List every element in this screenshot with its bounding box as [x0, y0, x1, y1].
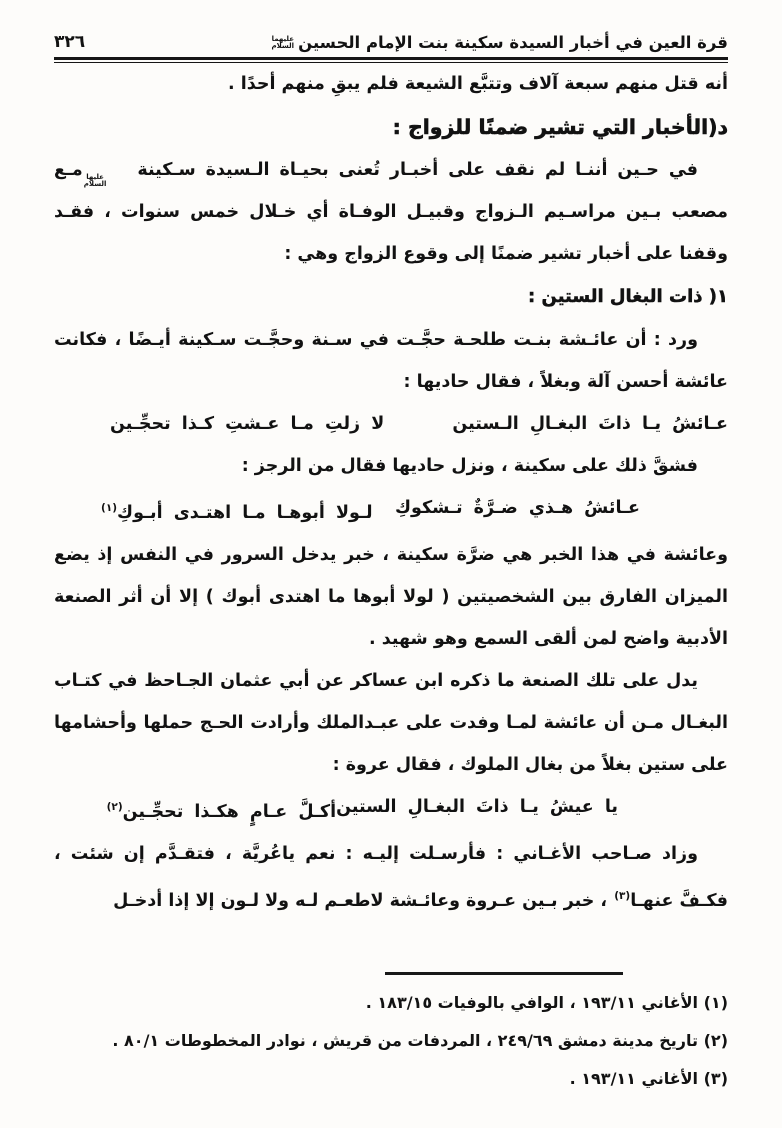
- honorific-line: السلام: [271, 41, 295, 50]
- verse-line: [54, 487, 728, 534]
- paragraph-text: وزاد صـاحب الأغـاني : فأرسـلت إليـه : نعم ياعُريَّة ، فتقـدَّم إن شئت ، فكـفَّ عنهـا: [54, 844, 728, 911]
- verse-text: لـولا أبوهـا مـا اهتـدى أبـوكِ: [117, 503, 373, 523]
- footnote-item: (٣) الأغاني ١٩٣/١١ .: [569, 1069, 728, 1088]
- footnotes-section: [54, 972, 728, 1098]
- header-title: قرة العين في أخبار السيدة سكينة بنت الإمام الحسين: [298, 33, 728, 52]
- section-heading: د(الأخبار التي تشير ضمنًا للزواج :: [392, 115, 728, 139]
- footnote-item: (١) الأغاني ١٩٣/١١ ، الوافي بالوفيات ١٨٣/١٥ .: [365, 993, 728, 1012]
- honorific-line: السلام: [83, 180, 107, 188]
- honorific-line: عليهما: [271, 34, 295, 43]
- aisha-hajj-paragraph: ورد : أن عائـشة بنـت طلحـة حجَّـت في سـنة وحجَّـت سـكينة أيـضًا ، فكانت عائشة أحسن آلة وبغلاً ، فقال حاديها :: [54, 330, 728, 392]
- page-body: [54, 63, 728, 922]
- verse-hemistich-left: [106, 786, 337, 833]
- footnote-marker: (٣): [614, 890, 631, 902]
- verse-line: [54, 786, 728, 833]
- verse-line: [54, 403, 728, 445]
- paragraph-text: ، خبر بـين عـروة وعائـشة لاطعـم لـه ولا لـون إلا إذا أدخـل: [113, 891, 614, 911]
- verse-hemistich-right: عـائشُ يـا ذاتَ البغـالِ الـستين: [452, 414, 728, 434]
- footnote-marker: (٢): [106, 801, 123, 813]
- intro-paragraph: أنه قتل منهم سبعة آلاف وتتبَّع الشيعة فلم يبقِ منهم أحدًا .: [227, 74, 728, 94]
- fashaqqa-paragraph: فشقَّ ذلك على سكينة ، ونزل حاديها فقال من الرجز :: [241, 456, 698, 476]
- aisha-comment-paragraph: وعائشة في هذا الخبر هي ضرَّة سكينة ، خبر يدخل السرور في النفس إذ يضع الميزان الفارق بين الشخصيتين ( لولا أبوها ما اهتدى أبوك ) إلا أن أثر الصنعة الأدبية واضح لمن ألقى السمع وهو شهيد .: [54, 545, 728, 649]
- subsection-heading: ١( ذات البغال الستين :: [528, 286, 728, 307]
- header-title-wrap: [270, 33, 728, 52]
- paragraph-text: مـع مصعب بـين مراسـيم الـزواج وقبيـل الوفـاة أي خـلال خمس سنوات ، فقـد وقفنا على أخبار تشير ضمنًا إلى وقوع الزواج وهي :: [54, 160, 728, 264]
- footnote-item: (٢) تاريخ مدينة دمشق ٢٤٩/٦٩ ، المردفات من قريش ، نوادر المخطوطات ٨٠/١ .: [112, 1031, 728, 1050]
- honorific-line: عليها: [86, 173, 104, 181]
- inline-honorific-seal-icon: [84, 174, 137, 188]
- verse-hemistich-right: عـائشُ هـذي ضـرَّةٌ تـشكوكِ: [394, 498, 640, 518]
- marriage-intro-paragraph: [54, 149, 728, 275]
- verse-hemistich-left: لا زلتِ مـا عـشتِ كـذا تحجِّـين: [110, 414, 385, 434]
- honorific-seal-icon: [271, 36, 294, 50]
- page-header: [54, 22, 728, 52]
- footnote-separator: [385, 972, 623, 975]
- page-number: ٣٢٦: [54, 32, 86, 52]
- verse-hemistich-left: [100, 487, 373, 534]
- aghani-paragraph: [54, 833, 728, 922]
- footnote-marker: (١): [101, 502, 118, 514]
- verse-hemistich-right: يا عيشُ يـا ذاتَ البغـالِ الستين: [336, 797, 618, 817]
- jahiz-paragraph: يدل على تلك الصنعة ما ذكره ابن عساكر عن أبي عثمان الجـاحظ في كتـاب البغـال مـن أن عائشة لمـا وفدت على عبـدالملك وأرادت الحـج حملها وأحشامها على ستين بغلاً من بغال الملوك ، فقال عروة :: [54, 671, 728, 775]
- paragraph-text: في حـين أننـا لم نقف على أخبـار تُعنى بحيـاة الـسيدة سـكينة: [137, 160, 698, 180]
- verse-text: أكـلَّ عـامٍ هكـذا تحجِّـين: [122, 802, 337, 822]
